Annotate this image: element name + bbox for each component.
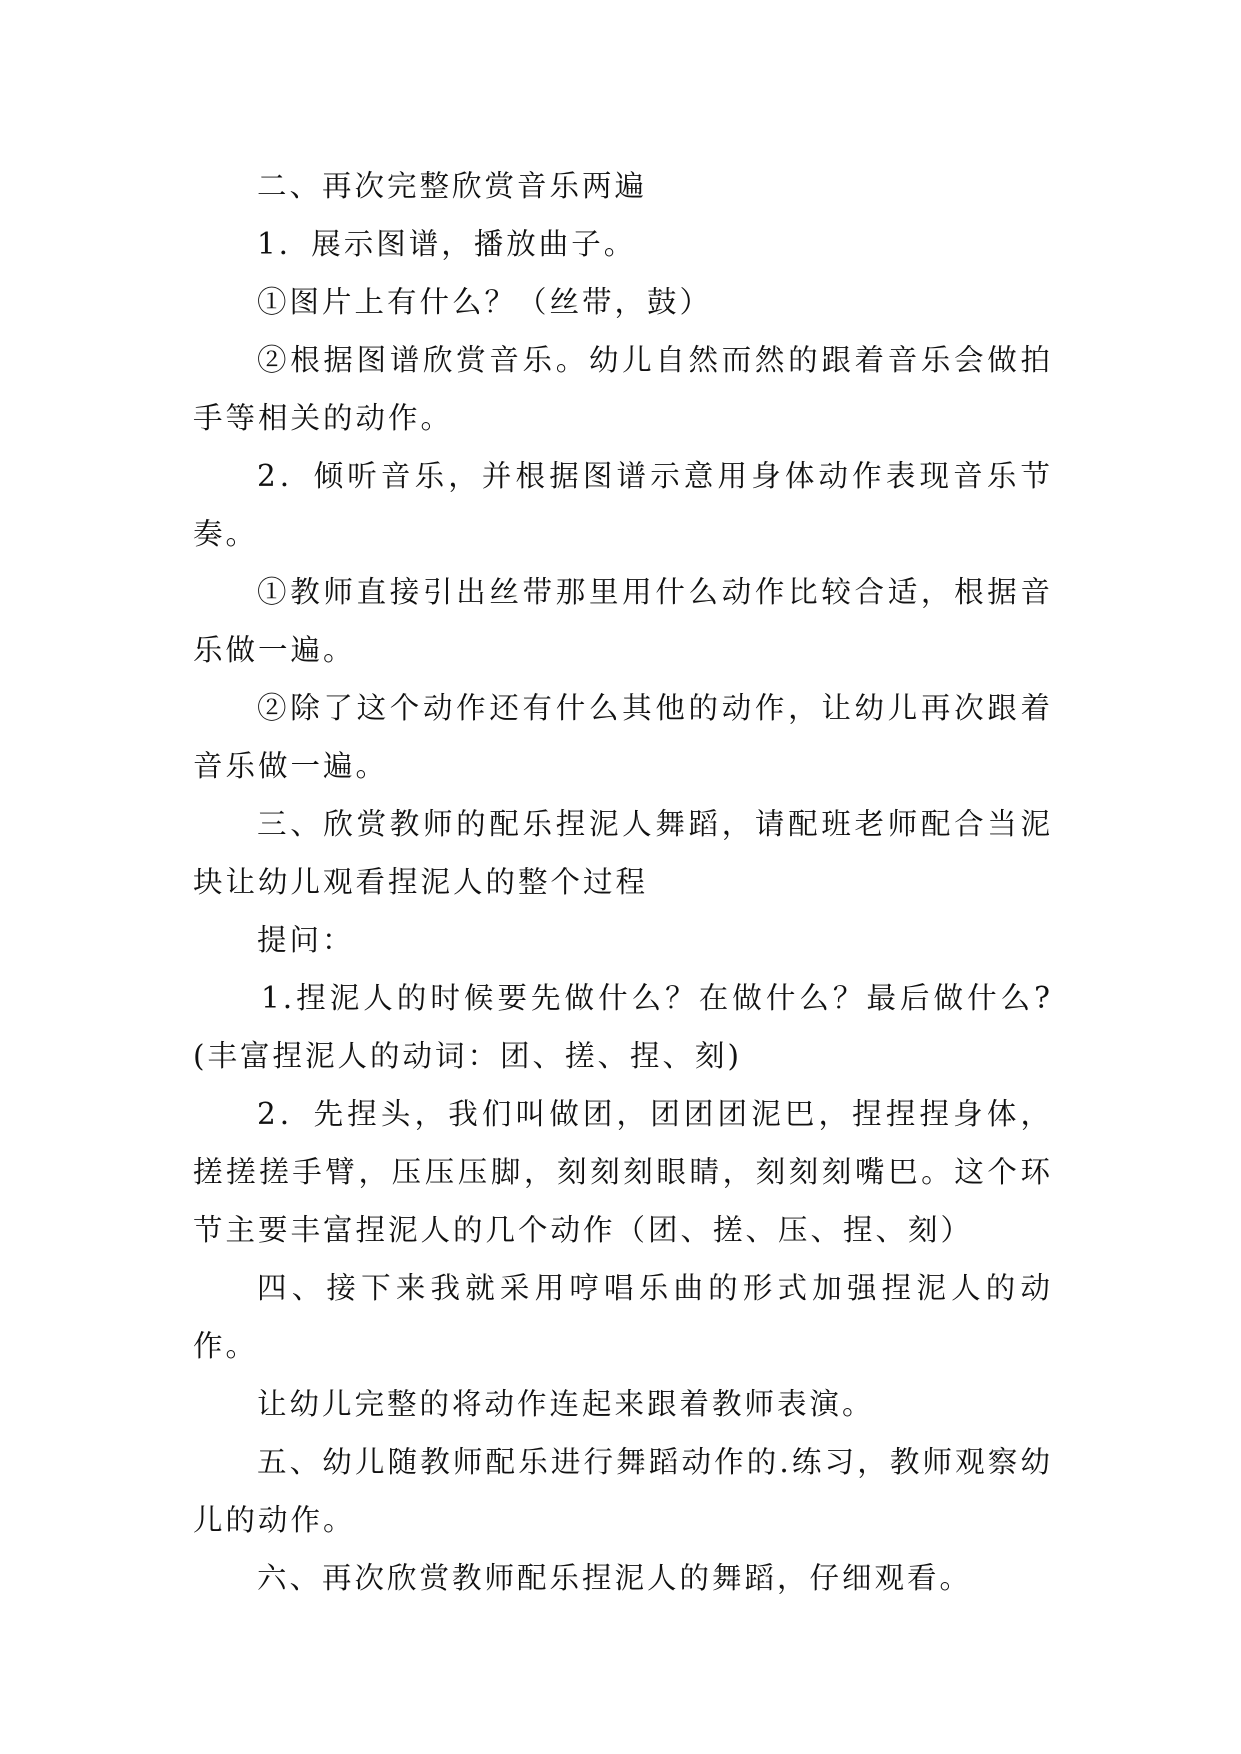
- document-body: [193, 157, 1053, 1607]
- section-heading-6: 六、再次欣赏教师配乐捏泥人的舞蹈，仔细观看。: [257, 1561, 973, 1595]
- step-1-item-2: ②根据图谱欣赏音乐。幼儿自然而然的跟着音乐会做拍手等相关的动作。: [193, 343, 1053, 435]
- section-heading-5: 五、幼儿随教师配乐进行舞蹈动作的.练习，教师观察幼儿的动作。: [193, 1445, 1053, 1537]
- question-label: 提问：: [257, 923, 355, 957]
- section-4-detail: 让幼儿完整的将动作连起来跟着教师表演。: [257, 1387, 875, 1421]
- step-1: 1．展示图谱，播放曲子。: [257, 227, 637, 261]
- step-1-item-1: ①图片上有什么？（丝带，鼓）: [257, 285, 713, 319]
- step-2: 2．倾听音乐，并根据图谱示意用身体动作表现音乐节奏。: [193, 459, 1053, 551]
- section-heading-4: 四、接下来我就采用哼唱乐曲的形式加强捏泥人的动作。: [193, 1271, 1053, 1363]
- section-heading-2: 二、再次完整欣赏音乐两遍: [257, 169, 648, 203]
- section-heading-3: 三、欣赏教师的配乐捏泥人舞蹈，请配班老师配合当泥块让幼儿观看捏泥人的整个过程: [193, 807, 1053, 899]
- step-2-item-1: ①教师直接引出丝带那里用什么动作比较合适，根据音乐做一遍。: [193, 575, 1053, 667]
- step-2-item-2: ②除了这个动作还有什么其他的动作，让幼儿再次跟着音乐做一遍。: [193, 691, 1053, 783]
- question-1: 1.捏泥人的时候要先做什么？在做什么？最后做什么?(丰富捏泥人的动词：团、搓、捏、刻): [193, 981, 1053, 1073]
- question-2: 2．先捏头，我们叫做团，团团团泥巴，捏捏捏身体，搓搓搓手臂，压压压脚，刻刻刻眼睛，刻刻刻嘴巴。这个环节主要丰富捏泥人的几个动作（团、搓、压、捏、刻）: [193, 1097, 1053, 1247]
